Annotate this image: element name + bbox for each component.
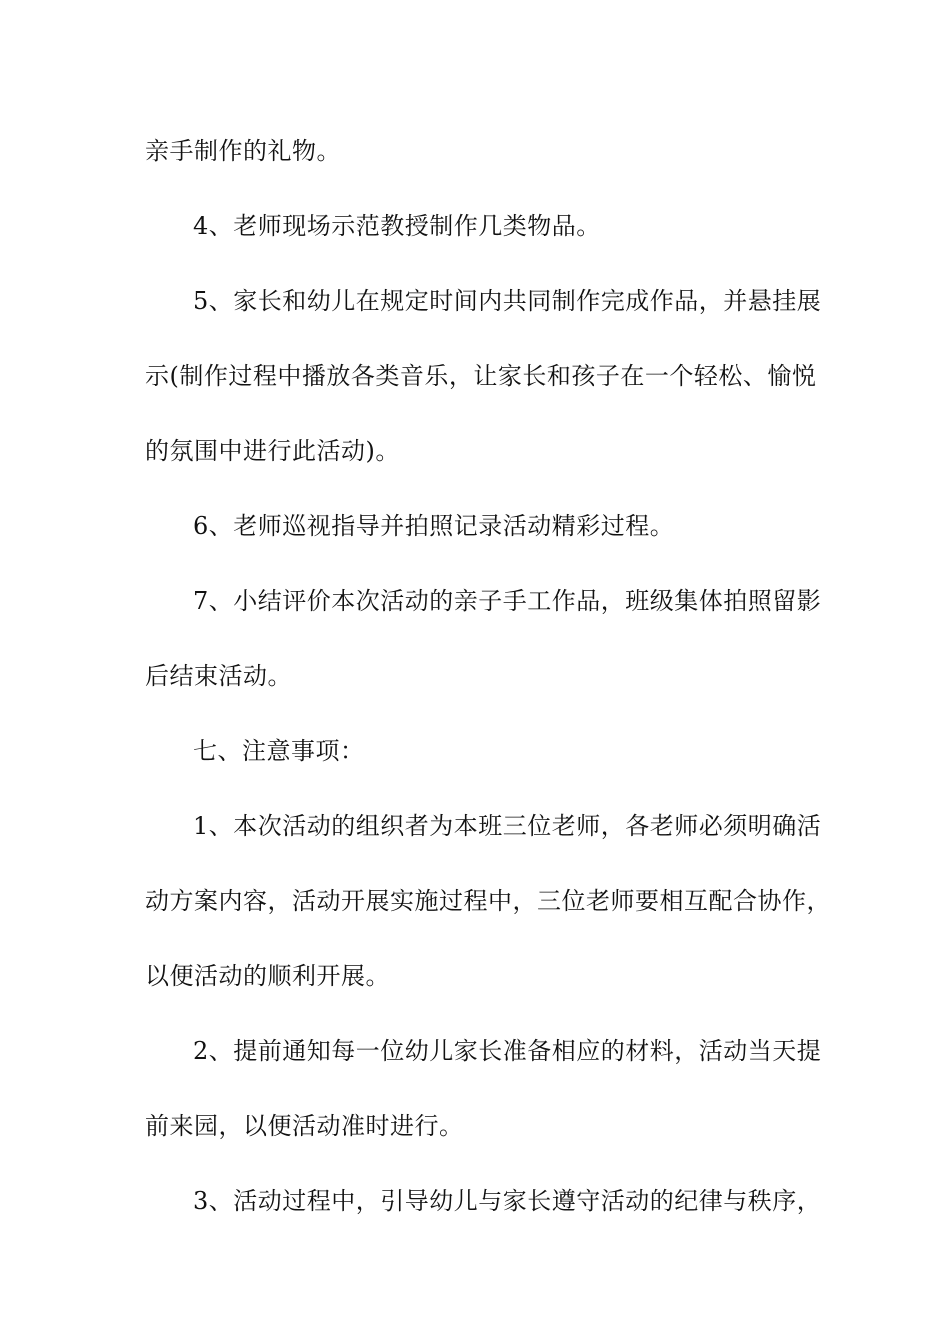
- list-item-step-5: 5、家长和幼儿在规定时间内共同制作完成作品，并悬挂展: [193, 287, 822, 315]
- list-item-step-6: 6、老师巡视指导并拍照记录活动精彩过程。: [193, 512, 675, 540]
- list-item-step-7: 7、小结评价本次活动的亲子手工作品，班级集体拍照留影: [193, 587, 822, 615]
- text-line: 动方案内容，活动开展实施过程中，三位老师要相互配合协作，: [145, 887, 831, 915]
- list-item-note-3: 3、活动过程中，引导幼儿与家长遵守活动的纪律与秩序，: [193, 1187, 822, 1215]
- list-item-note-2: 2、提前通知每一位幼儿家长准备相应的材料，活动当天提: [193, 1037, 822, 1065]
- text-line: 后结束活动。: [145, 662, 292, 690]
- text-line: 的氛围中进行此活动)。: [145, 437, 400, 465]
- text-line: 前来园，以便活动准时进行。: [145, 1112, 464, 1140]
- text-line: 示(制作过程中播放各类音乐，让家长和孩子在一个轻松、愉悦: [145, 362, 817, 390]
- text-line: 以便活动的顺利开展。: [145, 962, 390, 990]
- list-item-step-4: 4、老师现场示范教授制作几类物品。: [193, 212, 601, 240]
- section-heading: 七、注意事项：: [193, 737, 365, 765]
- text-line: 亲手制作的礼物。: [145, 137, 341, 165]
- list-item-note-1: 1、本次活动的组织者为本班三位老师，各老师必须明确活: [193, 812, 822, 840]
